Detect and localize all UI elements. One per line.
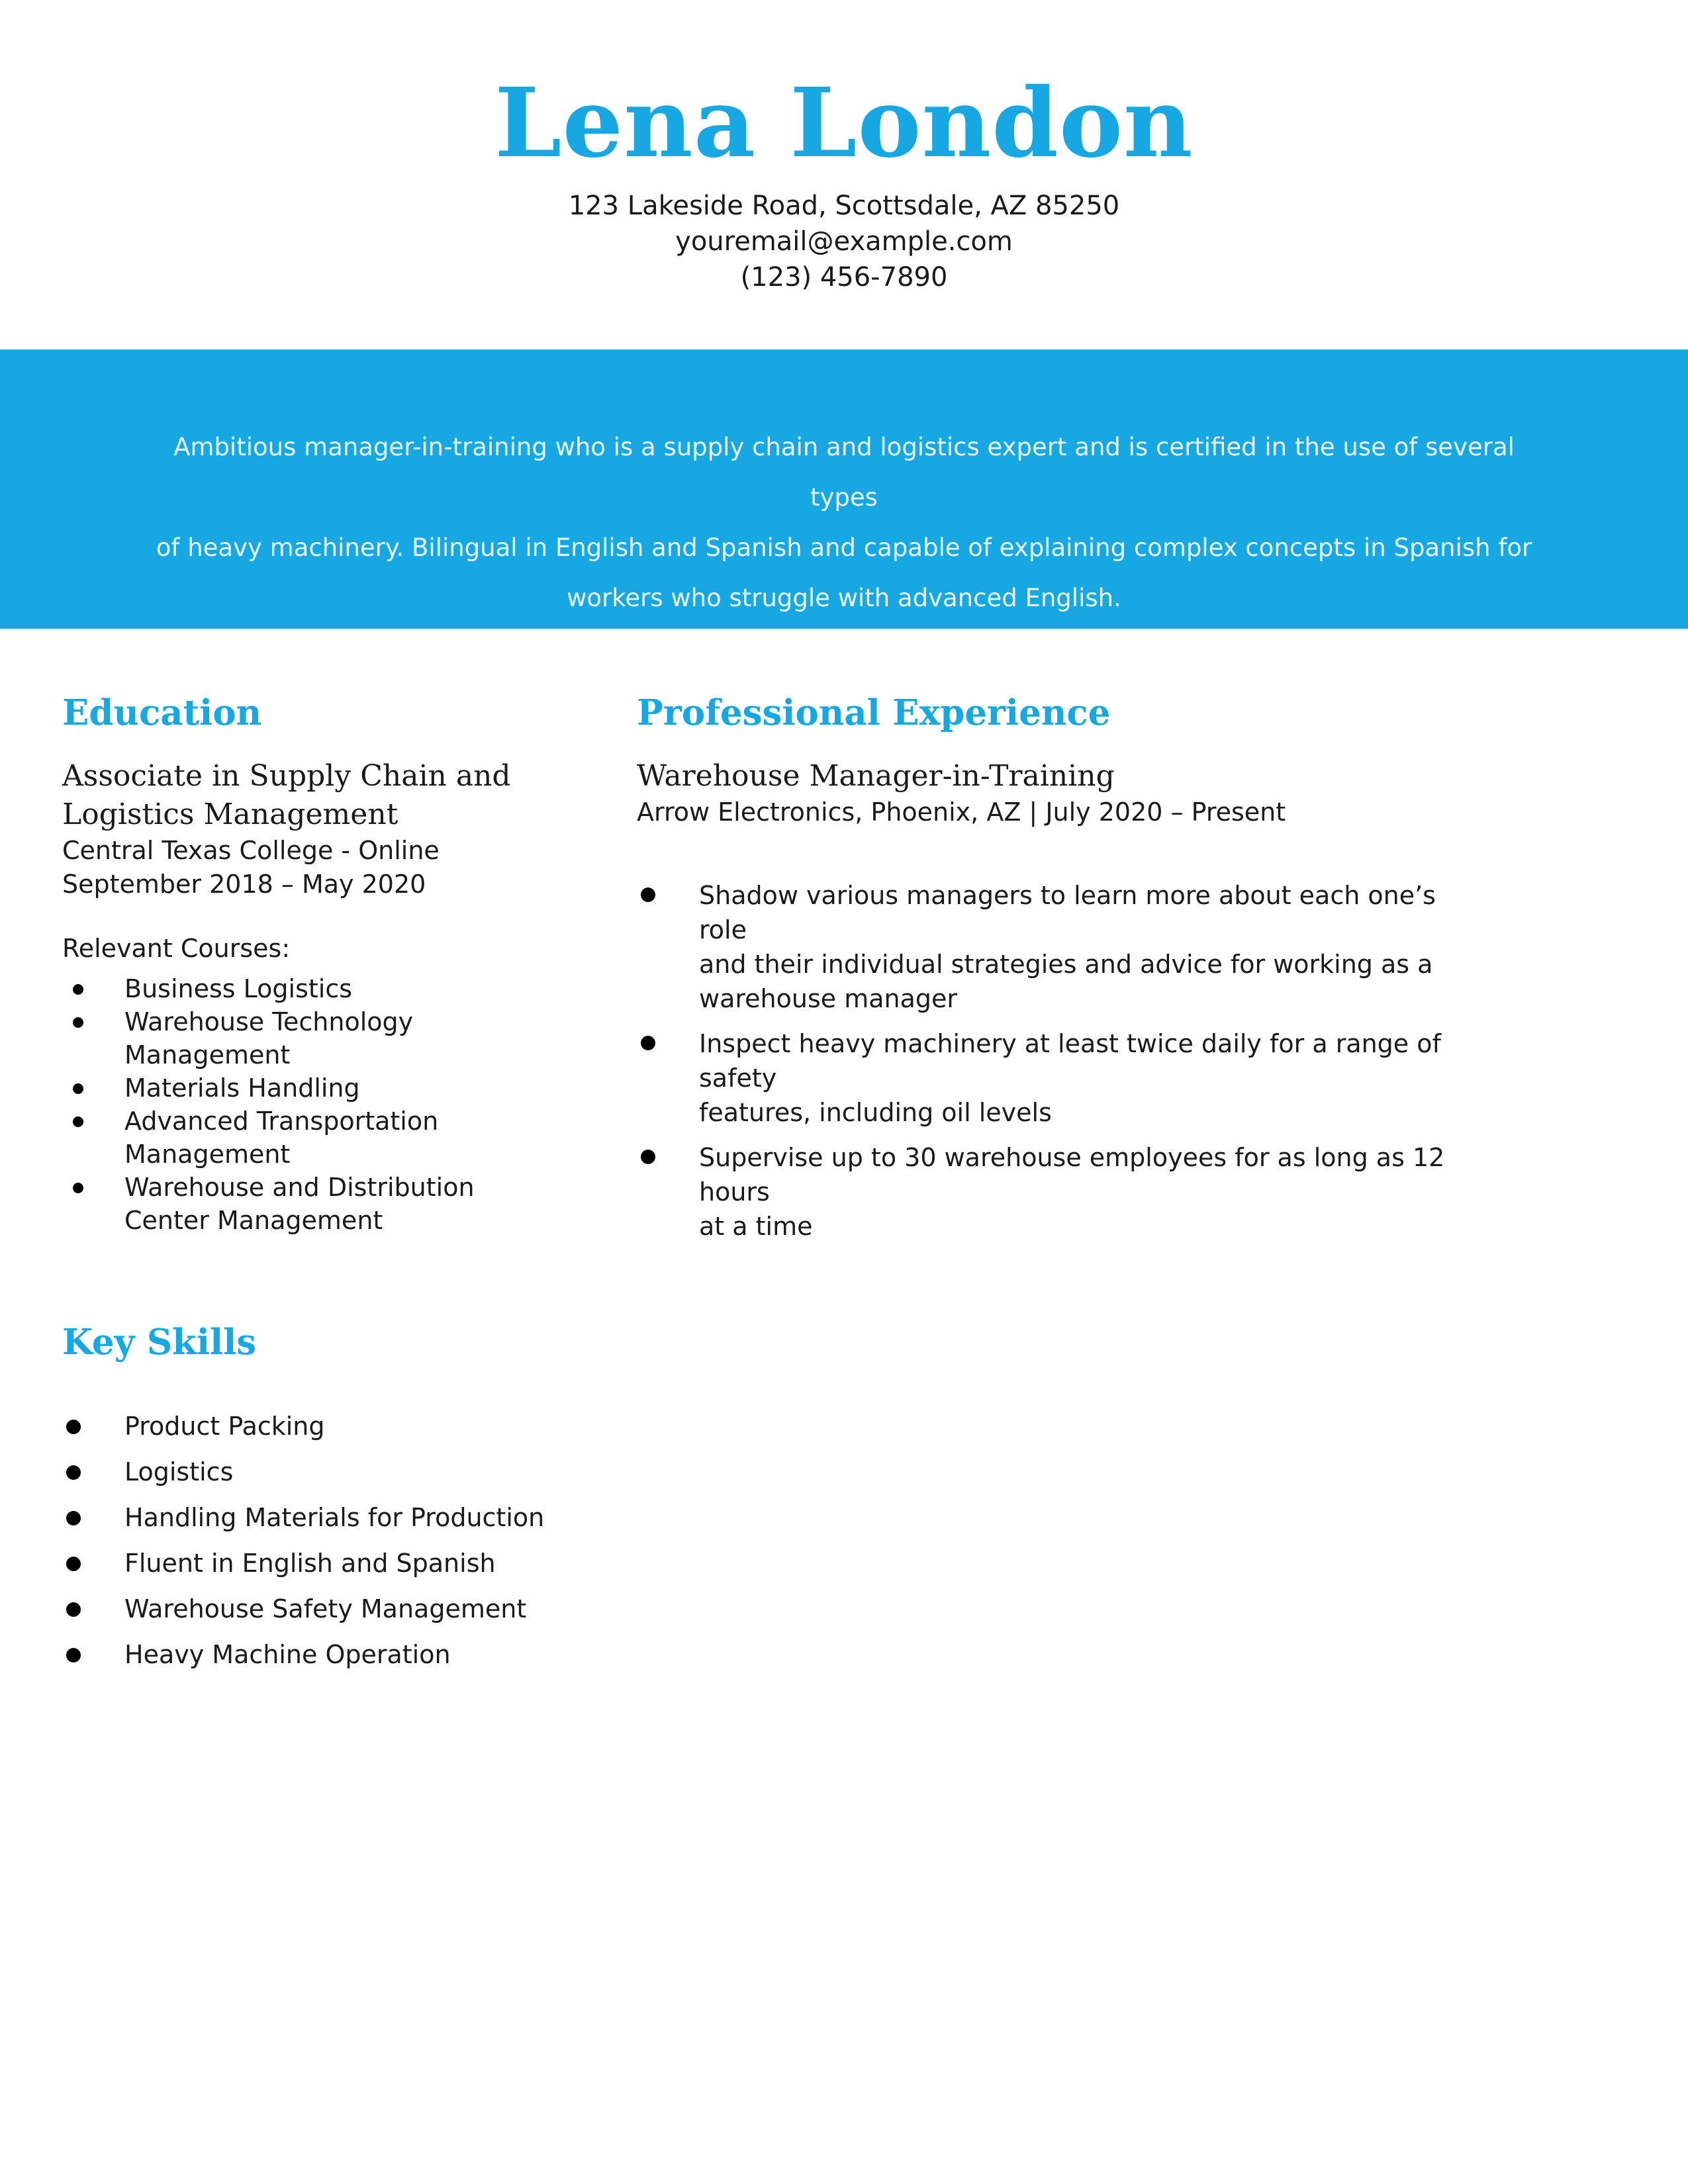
- list-item: [62, 1586, 579, 1632]
- bullet-line: and their individual strategies and advice for working as a: [699, 950, 1433, 979]
- address-line: 123 Lakeside Road, Scottsdale, AZ 85250: [568, 191, 1120, 221]
- summary-line: workers who struggle with advanced English.: [567, 584, 1121, 612]
- list-item: [62, 1005, 579, 1071]
- experience-section: [637, 682, 1511, 1244]
- course-line: Business Logistics: [124, 974, 353, 1003]
- list-item: [62, 1449, 579, 1495]
- course-line: Warehouse Technology: [124, 1007, 414, 1036]
- course-line: Warehouse and Distribution: [124, 1173, 475, 1202]
- degree-title: [62, 757, 579, 834]
- degree-line: Logistics Management: [62, 797, 399, 831]
- skill-label: Heavy Machine Operation: [124, 1640, 451, 1669]
- bullet-line: at a time: [699, 1212, 813, 1241]
- list-item: [62, 1404, 579, 1449]
- summary-band: [0, 349, 1688, 629]
- summary-line: Ambitious manager-in-training who is a supply chain and logistics expert and is certified in the use of several types: [173, 433, 1515, 512]
- bullet-icon: [73, 984, 83, 995]
- bullet-line: Inspect heavy machinery at least twice daily for a range of safety: [699, 1029, 1441, 1093]
- bullet-icon: [66, 1557, 81, 1571]
- bullet-icon: [641, 887, 655, 902]
- course-line: Materials Handling: [124, 1073, 360, 1103]
- contact-info: [0, 188, 1688, 295]
- list-item: [62, 1105, 579, 1171]
- bullet-line: Shadow various managers to learn more about each one’s role: [699, 881, 1436, 944]
- list-item: [62, 1171, 579, 1237]
- bullet-icon: [73, 1116, 83, 1127]
- course-line: Management: [124, 1040, 291, 1069]
- bullet-icon: [73, 1017, 83, 1028]
- bullet-line: features, including oil levels: [699, 1098, 1052, 1127]
- experience-heading: Professional Experience: [637, 692, 1111, 733]
- bullet-line: warehouse manager: [699, 984, 958, 1013]
- school-name: Central Texas College - Online: [62, 836, 440, 865]
- email-line: youremail@example.com: [675, 226, 1013, 257]
- skill-label: Product Packing: [124, 1412, 325, 1441]
- course-line: Advanced Transportation: [124, 1107, 439, 1136]
- left-column: [62, 682, 579, 1678]
- bullet-icon: [66, 1602, 81, 1617]
- bullet-line: Supervise up to 30 warehouse employees for as long as 12 hours: [699, 1143, 1445, 1206]
- course-list: [62, 972, 579, 1237]
- bullet-icon: [641, 1150, 655, 1164]
- bullet-icon: [73, 1083, 83, 1094]
- candidate-name: Lena London: [494, 67, 1194, 179]
- degree-line: Associate in Supply Chain and: [62, 759, 511, 793]
- bullet-icon: [66, 1465, 81, 1480]
- skill-list: [62, 1404, 579, 1678]
- skills-section: [62, 1311, 579, 1678]
- summary-line: of heavy machinery. Bilingual in English and Spanish and capable of explaining complex concepts in Spanish for: [156, 533, 1532, 562]
- course-line: Center Management: [124, 1206, 383, 1235]
- list-item: [62, 1495, 579, 1541]
- right-column: [637, 682, 1511, 1254]
- skill-label: Fluent in English and Spanish: [124, 1549, 496, 1578]
- bullet-icon: [66, 1511, 81, 1525]
- company-line: Arrow Electronics, Phoenix, AZ | July 2020 – Present: [637, 797, 1286, 827]
- summary-text: [146, 422, 1542, 623]
- bullet-icon: [66, 1648, 81, 1662]
- list-item: [637, 878, 1460, 1016]
- skill-label: Logistics: [124, 1457, 234, 1486]
- skill-label: Handling Materials for Production: [124, 1503, 545, 1532]
- skills-heading: Key Skills: [62, 1322, 257, 1363]
- education-dates: September 2018 – May 2020: [62, 870, 426, 899]
- list-item: [637, 1026, 1460, 1130]
- course-line: Management: [124, 1140, 291, 1169]
- skill-label: Warehouse Safety Management: [124, 1594, 527, 1623]
- bullet-icon: [641, 1036, 655, 1050]
- bullet-icon: [66, 1420, 81, 1434]
- education-section: [62, 682, 579, 1237]
- job-title: Warehouse Manager-in-Training: [637, 759, 1115, 793]
- list-item: [62, 1541, 579, 1586]
- list-item: [62, 1071, 579, 1105]
- education-heading: Education: [62, 692, 262, 733]
- list-item: [62, 1632, 579, 1678]
- bullet-icon: [73, 1183, 83, 1193]
- list-item: [62, 972, 579, 1005]
- experience-bullets: [637, 878, 1511, 1244]
- phone-line: (123) 456-7890: [740, 262, 948, 293]
- list-item: [637, 1140, 1460, 1244]
- courses-label: Relevant Courses:: [62, 934, 291, 963]
- resume-header: [0, 0, 1688, 349]
